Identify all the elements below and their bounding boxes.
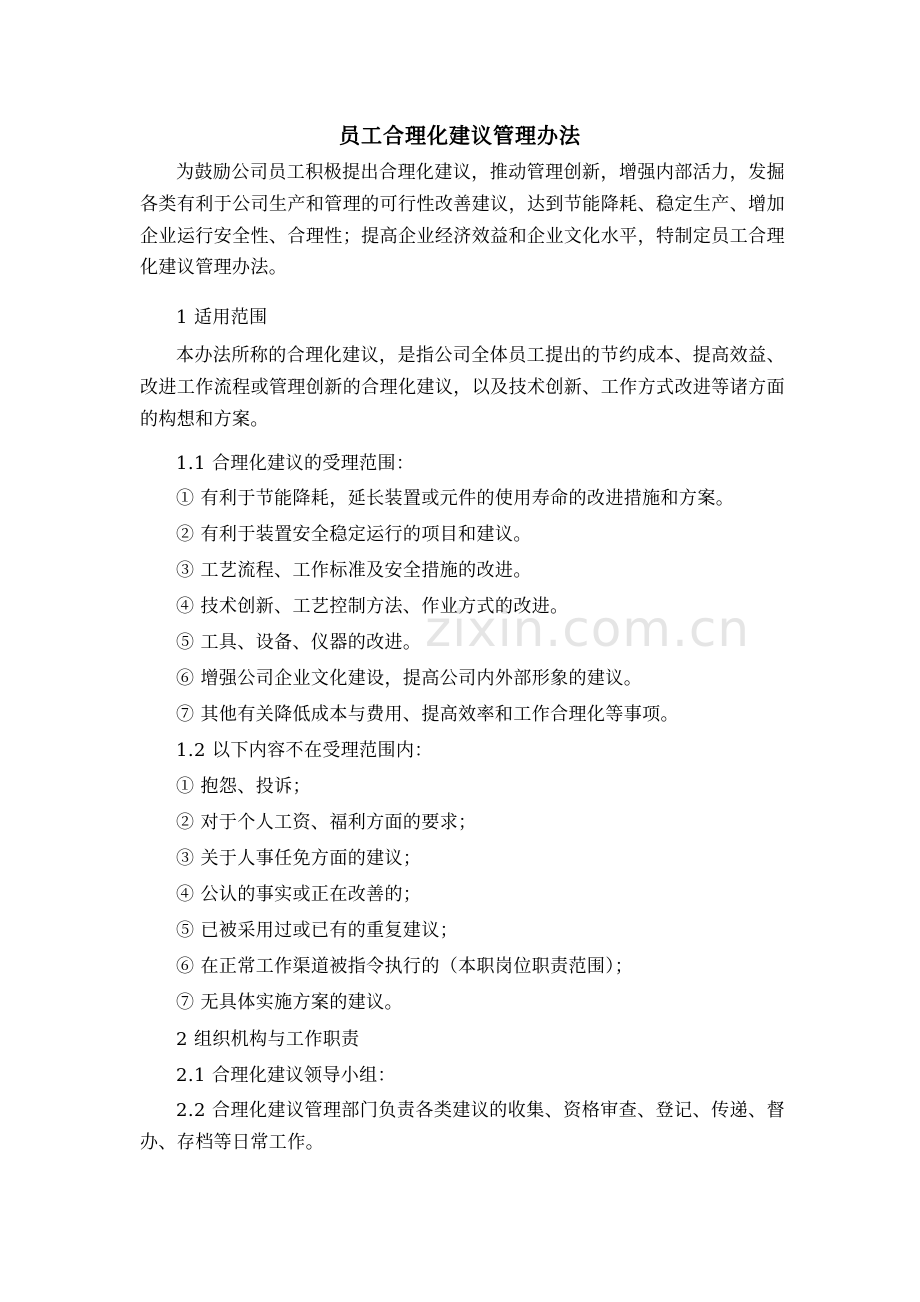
- scope-item-6: ⑥ 增强公司企业文化建设，提高公司内外部形象的建议。: [176, 668, 643, 689]
- exclusion-item-6: ⑥ 在正常工作渠道被指令执行的（本职岗位职责范围）；: [176, 956, 634, 977]
- document-title: 员工合理化建议管理办法: [339, 123, 581, 148]
- scope-item-2: ② 有利于装置安全稳定运行的项目和建议。: [176, 524, 532, 545]
- scope-item-5: ⑤ 工具、设备、仪器的改进。: [176, 632, 422, 653]
- section-1-heading: 1 适用范围: [176, 307, 268, 328]
- section-1-2-heading: 1.2 以下内容不在受理范围内：: [176, 740, 433, 761]
- scope-item-1: ① 有利于节能降耗，延长装置或元件的使用寿命的改进措施和方案。: [176, 488, 735, 509]
- scope-item-7: ⑦ 其他有关降低成本与费用、提高效率和工作合理化等事项。: [176, 704, 679, 725]
- section-2-heading: 2 组织机构与工作职责: [176, 1029, 360, 1050]
- scope-item-3: ③ 工艺流程、工作标准及安全措施的改进。: [176, 560, 532, 581]
- exclusion-item-3: ③ 关于人事任免方面的建议；: [176, 848, 422, 869]
- watermark: zixin.com.cn: [425, 600, 751, 658]
- exclusion-item-5: ⑤ 已被采用过或已有的重复建议；: [176, 920, 459, 941]
- intro-paragraph: 为鼓励公司员工积极提出合理化建议，推动管理创新，增强内部活力，发掘各类有利于公司生产和管理的可行性改善建议，达到节能降耗、稳定生产、增加企业运行安全性、合理性；提高企业经济效益和企业文化水平，特制定员工合理化建议管理办法。: [140, 162, 785, 279]
- exclusion-item-4: ④ 公认的事实或正在改善的；: [176, 884, 422, 905]
- section-1-body: 本办法所称的合理化建议，是指公司全体员工提出的节约成本、提高效益、改进工作流程或管理创新的合理化建议，以及技术创新、工作方式改进等诸方面的构想和方案。: [140, 345, 785, 430]
- section-2-2: 2.2 合理化建议管理部门负责各类建议的收集、资格审查、登记、传递、督办、存档等日常工作。: [140, 1100, 785, 1153]
- exclusion-item-1: ① 抱怨、投诉；: [176, 776, 311, 797]
- section-2-1: 2.1 合理化建议领导小组：: [176, 1065, 396, 1086]
- exclusion-item-2: ② 对于个人工资、福利方面的要求；: [176, 812, 477, 833]
- exclusion-item-7: ⑦ 无具体实施方案的建议。: [176, 992, 403, 1013]
- section-1-1-heading: 1.1 合理化建议的受理范围：: [176, 453, 415, 474]
- scope-item-4: ④ 技术创新、工艺控制方法、作业方式的改进。: [176, 596, 569, 617]
